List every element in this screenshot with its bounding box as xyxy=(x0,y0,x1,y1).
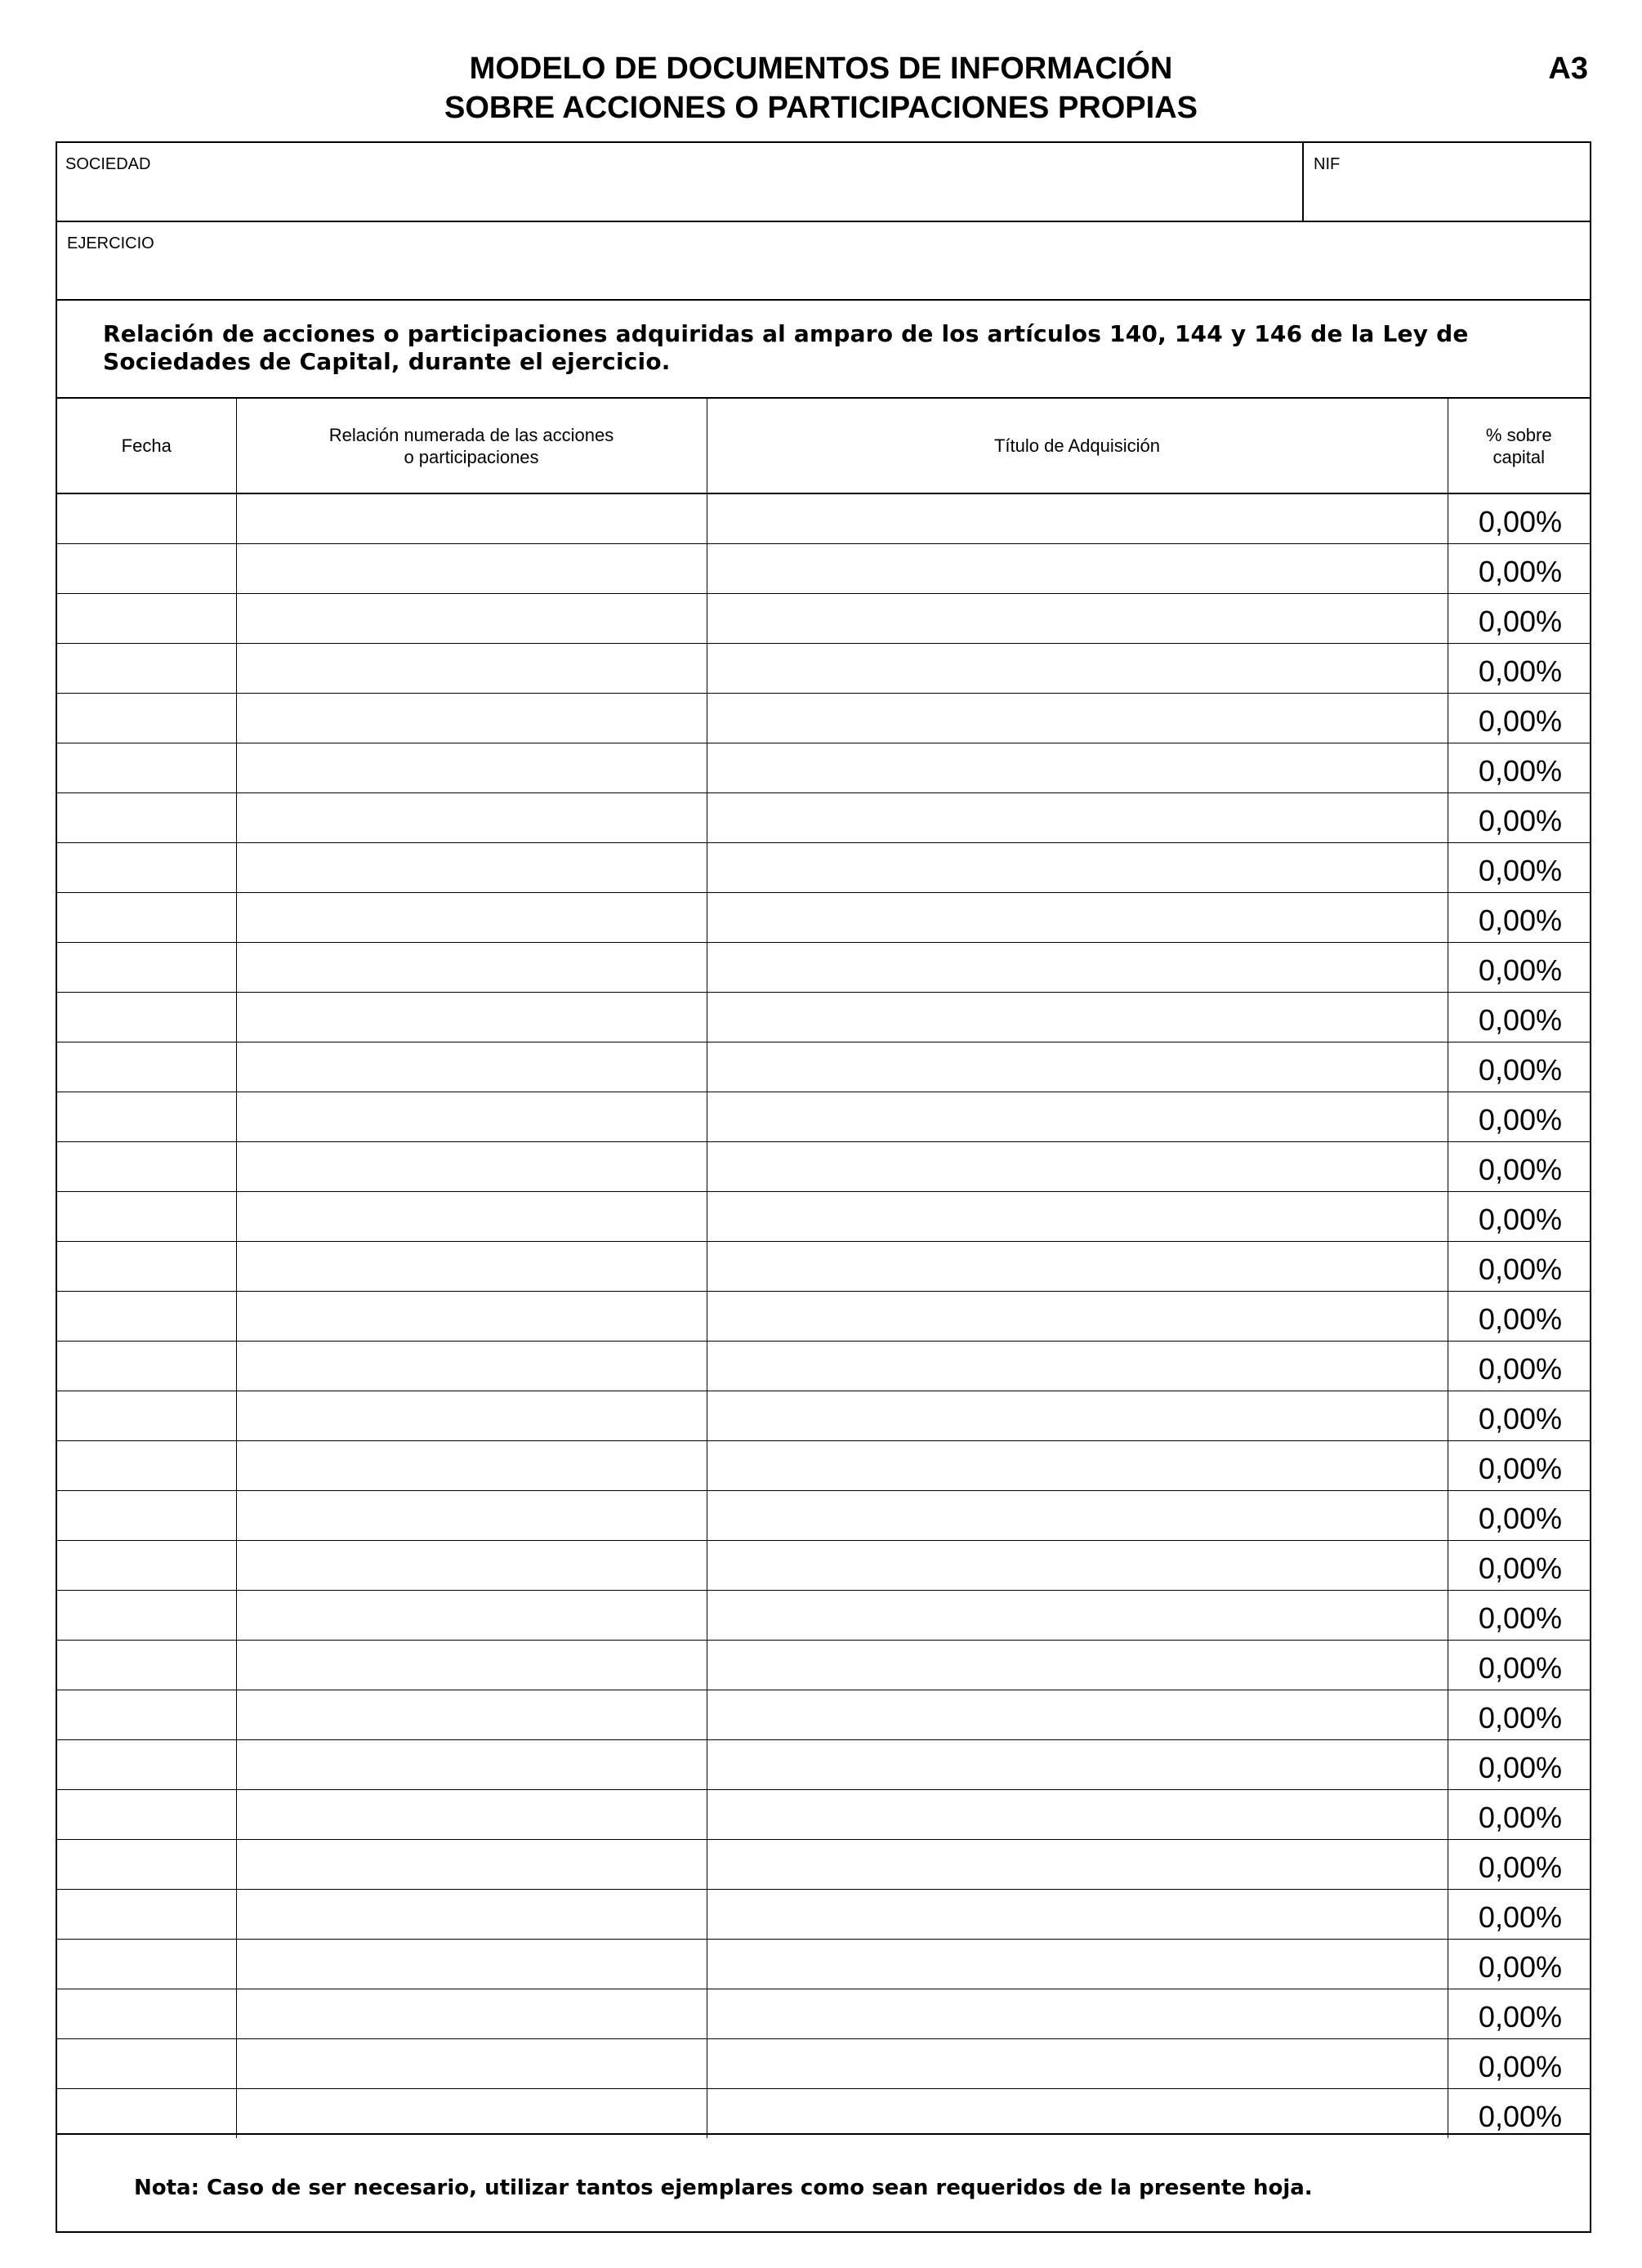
fecha-cell[interactable] xyxy=(57,1640,236,1690)
titulo-cell[interactable] xyxy=(707,643,1448,693)
fecha-cell[interactable] xyxy=(57,1889,236,1939)
table-row xyxy=(57,1291,1590,1341)
table-row xyxy=(57,1939,1590,1989)
porcentaje-cell[interactable]: 0,00% xyxy=(1448,1939,1590,1989)
titulo-cell[interactable] xyxy=(707,1640,1448,1690)
titulo-cell[interactable] xyxy=(707,992,1448,1042)
porcentaje-cell[interactable]: 0,00% xyxy=(1448,1241,1590,1291)
fecha-cell[interactable] xyxy=(57,892,236,942)
ejercicio-field[interactable] xyxy=(57,222,1590,301)
relacion-cell[interactable] xyxy=(236,1989,707,2038)
relacion-cell[interactable] xyxy=(236,892,707,942)
porcentaje-cell[interactable]: 0,00% xyxy=(1448,1341,1590,1391)
relacion-cell[interactable] xyxy=(236,1889,707,1939)
relacion-cell[interactable] xyxy=(236,1590,707,1640)
relacion-cell[interactable] xyxy=(236,1391,707,1440)
porcentaje-cell[interactable]: 0,00% xyxy=(1448,1989,1590,2038)
porcentaje-cell[interactable]: 0,00% xyxy=(1448,493,1590,543)
fecha-cell[interactable] xyxy=(57,1989,236,2038)
fecha-cell[interactable] xyxy=(57,992,236,1042)
relacion-cell[interactable] xyxy=(236,1141,707,1191)
section-heading: Relación de acciones o participaciones adquiridas al amparo de los artículos 140, 144 y 146 de la Ley de Sociedades de Capital, durante el ejercicio. xyxy=(103,320,1469,375)
table-row xyxy=(57,842,1590,892)
table-row xyxy=(57,693,1590,743)
titulo-cell[interactable] xyxy=(707,1092,1448,1141)
table-row xyxy=(57,1739,1590,1789)
fecha-cell[interactable] xyxy=(57,1540,236,1590)
porcentaje-cell[interactable]: 0,00% xyxy=(1448,1391,1590,1440)
fecha-cell[interactable] xyxy=(57,493,236,543)
porcentaje-cell[interactable]: 0,00% xyxy=(1448,2038,1590,2088)
relacion-cell[interactable] xyxy=(236,1092,707,1141)
titulo-cell[interactable] xyxy=(707,1141,1448,1191)
porcentaje-cell[interactable]: 0,00% xyxy=(1448,1440,1590,1490)
sociedad-label: SOCIEDAD xyxy=(65,155,151,173)
relacion-cell[interactable] xyxy=(236,1540,707,1590)
form-code: A3 xyxy=(1548,51,1588,86)
titulo-cell[interactable] xyxy=(707,1889,1448,1939)
titulo-cell[interactable] xyxy=(707,493,1448,543)
sociedad-row xyxy=(57,143,1590,222)
table-row xyxy=(57,1590,1590,1640)
table-row xyxy=(57,1391,1590,1440)
table-row xyxy=(57,1989,1590,2038)
section-heading-row xyxy=(57,301,1590,399)
porcentaje-cell[interactable]: 0,00% xyxy=(1448,1640,1590,1690)
title-line-1: MODELO DE DOCUMENTOS DE INFORMACIÓN xyxy=(469,51,1173,86)
titulo-cell[interactable] xyxy=(707,792,1448,842)
fecha-cell[interactable] xyxy=(57,593,236,643)
porcentaje-cell[interactable]: 0,00% xyxy=(1448,1690,1590,1739)
relacion-cell[interactable] xyxy=(236,792,707,842)
porcentaje-cell[interactable]: 0,00% xyxy=(1448,992,1590,1042)
table-row xyxy=(57,1789,1590,1839)
relacion-cell[interactable] xyxy=(236,2038,707,2088)
porcentaje-cell[interactable]: 0,00% xyxy=(1448,942,1590,992)
ejercicio-label: EJERCICIO xyxy=(67,234,154,252)
relacion-cell[interactable] xyxy=(236,1789,707,1839)
titulo-cell[interactable] xyxy=(707,1191,1448,1241)
titulo-cell[interactable] xyxy=(707,1590,1448,1640)
column-header-titulo: Título de Adquisición xyxy=(707,399,1448,493)
fecha-cell[interactable] xyxy=(57,1141,236,1191)
relacion-cell[interactable] xyxy=(236,1690,707,1739)
table-row xyxy=(57,493,1590,543)
fecha-cell[interactable] xyxy=(57,543,236,593)
titulo-cell[interactable] xyxy=(707,892,1448,942)
porcentaje-cell[interactable]: 0,00% xyxy=(1448,1191,1590,1241)
table-row xyxy=(57,543,1590,593)
titulo-cell[interactable] xyxy=(707,1839,1448,1889)
titulo-cell[interactable] xyxy=(707,1042,1448,1092)
relacion-cell[interactable] xyxy=(236,1490,707,1540)
table-row xyxy=(57,1092,1590,1141)
column-header-relacion xyxy=(236,399,707,493)
titulo-cell[interactable] xyxy=(707,1540,1448,1590)
titulo-cell[interactable] xyxy=(707,2038,1448,2088)
table-row xyxy=(57,1490,1590,1540)
relacion-cell[interactable] xyxy=(236,1291,707,1341)
table-row xyxy=(57,2038,1590,2088)
table-row xyxy=(57,1141,1590,1191)
porcentaje-cell[interactable]: 0,00% xyxy=(1448,643,1590,693)
fecha-cell[interactable] xyxy=(57,1590,236,1640)
relacion-cell[interactable] xyxy=(236,842,707,892)
table-row xyxy=(57,743,1590,792)
porcentaje-cell[interactable]: 0,00% xyxy=(1448,2088,1590,2138)
relacion-cell[interactable] xyxy=(236,1042,707,1092)
acquisitions-table xyxy=(57,399,1590,2138)
fecha-cell[interactable] xyxy=(57,643,236,693)
relacion-cell[interactable] xyxy=(236,2088,707,2138)
fecha-cell[interactable] xyxy=(57,2088,236,2138)
footer-note-row xyxy=(57,2133,1590,2231)
fecha-cell[interactable] xyxy=(57,1739,236,1789)
fecha-cell[interactable] xyxy=(57,1490,236,1540)
table-row xyxy=(57,1241,1590,1291)
relacion-cell[interactable] xyxy=(236,992,707,1042)
porcentaje-cell[interactable]: 0,00% xyxy=(1448,1739,1590,1789)
table-row xyxy=(57,1540,1590,1590)
titulo-cell[interactable] xyxy=(707,693,1448,743)
form-frame xyxy=(56,141,1591,2233)
porcentaje-cell[interactable]: 0,00% xyxy=(1448,1291,1590,1341)
titulo-cell[interactable] xyxy=(707,743,1448,792)
fecha-cell[interactable] xyxy=(57,1839,236,1889)
table-row xyxy=(57,1839,1590,1889)
relacion-cell[interactable] xyxy=(236,1241,707,1291)
fecha-cell[interactable] xyxy=(57,1391,236,1440)
fecha-cell[interactable] xyxy=(57,942,236,992)
titulo-cell[interactable] xyxy=(707,1391,1448,1440)
fecha-cell[interactable] xyxy=(57,1042,236,1092)
title-line-2: SOBRE ACCIONES O PARTICIPACIONES PROPIAS xyxy=(444,91,1198,125)
table-row xyxy=(57,1889,1590,1939)
table-row xyxy=(57,643,1590,693)
table-row xyxy=(57,992,1590,1042)
table-row xyxy=(57,593,1590,643)
column-header-fecha: Fecha xyxy=(57,399,236,493)
porcentaje-cell[interactable]: 0,00% xyxy=(1448,1889,1590,1939)
table-header-row xyxy=(57,399,1590,493)
porcentaje-cell[interactable]: 0,00% xyxy=(1448,543,1590,593)
fecha-cell[interactable] xyxy=(57,1092,236,1141)
fecha-cell[interactable] xyxy=(57,743,236,792)
titulo-cell[interactable] xyxy=(707,1241,1448,1291)
porcentaje-cell[interactable]: 0,00% xyxy=(1448,1540,1590,1590)
porcentaje-cell[interactable]: 0,00% xyxy=(1448,792,1590,842)
relacion-cell[interactable] xyxy=(236,942,707,992)
titulo-cell[interactable] xyxy=(707,1341,1448,1391)
fecha-cell[interactable] xyxy=(57,1291,236,1341)
titulo-cell[interactable] xyxy=(707,942,1448,992)
document-title xyxy=(0,49,1642,127)
fecha-cell[interactable] xyxy=(57,792,236,842)
relacion-cell[interactable] xyxy=(236,1440,707,1490)
relacion-cell[interactable] xyxy=(236,493,707,543)
relacion-cell[interactable] xyxy=(236,693,707,743)
porcentaje-cell[interactable]: 0,00% xyxy=(1448,693,1590,743)
table-body xyxy=(57,493,1590,2138)
nif-label: NIF xyxy=(1314,155,1341,173)
table-row xyxy=(57,1690,1590,1739)
titulo-cell[interactable] xyxy=(707,543,1448,593)
relacion-cell[interactable] xyxy=(236,1939,707,1989)
table-row xyxy=(57,1042,1590,1092)
column-header-porcentaje-text: % sobre capital xyxy=(1485,424,1552,467)
porcentaje-cell[interactable]: 0,00% xyxy=(1448,1490,1590,1540)
fecha-cell[interactable] xyxy=(57,1440,236,1490)
titulo-cell[interactable] xyxy=(707,1739,1448,1789)
relacion-cell[interactable] xyxy=(236,1640,707,1690)
titulo-cell[interactable] xyxy=(707,1690,1448,1739)
relacion-cell[interactable] xyxy=(236,1191,707,1241)
relacion-cell[interactable] xyxy=(236,643,707,693)
fecha-cell[interactable] xyxy=(57,1191,236,1241)
porcentaje-cell[interactable]: 0,00% xyxy=(1448,892,1590,942)
table-row xyxy=(57,942,1590,992)
titulo-cell[interactable] xyxy=(707,1490,1448,1540)
titulo-cell[interactable] xyxy=(707,593,1448,643)
table-row xyxy=(57,1640,1590,1690)
relacion-cell[interactable] xyxy=(236,593,707,643)
porcentaje-cell[interactable]: 0,00% xyxy=(1448,1839,1590,1889)
fecha-cell[interactable] xyxy=(57,1939,236,1989)
table-row xyxy=(57,1191,1590,1241)
porcentaje-cell[interactable]: 0,00% xyxy=(1448,1092,1590,1141)
porcentaje-cell[interactable]: 0,00% xyxy=(1448,593,1590,643)
nif-field[interactable] xyxy=(1302,143,1593,221)
fecha-cell[interactable] xyxy=(57,693,236,743)
relacion-cell[interactable] xyxy=(236,543,707,593)
titulo-cell[interactable] xyxy=(707,1291,1448,1341)
table-row xyxy=(57,1440,1590,1490)
footer-note: Nota: Caso de ser necesario, utilizar tantos ejemplares como sean requeridos de la presente hoja. xyxy=(134,2176,1313,2200)
column-header-relacion-text: Relación numerada de las acciones o participaciones xyxy=(328,424,614,467)
fecha-cell[interactable] xyxy=(57,842,236,892)
fecha-cell[interactable] xyxy=(57,1690,236,1739)
fecha-cell[interactable] xyxy=(57,1241,236,1291)
titulo-cell[interactable] xyxy=(707,2088,1448,2138)
porcentaje-cell[interactable]: 0,00% xyxy=(1448,842,1590,892)
column-header-porcentaje xyxy=(1448,399,1590,493)
porcentaje-cell[interactable]: 0,00% xyxy=(1448,1789,1590,1839)
fecha-cell[interactable] xyxy=(57,1341,236,1391)
fecha-cell[interactable] xyxy=(57,1789,236,1839)
porcentaje-cell[interactable]: 0,00% xyxy=(1448,1590,1590,1640)
table-row xyxy=(57,892,1590,942)
table-row xyxy=(57,2088,1590,2138)
porcentaje-cell[interactable]: 0,00% xyxy=(1448,743,1590,792)
table-row xyxy=(57,1341,1590,1391)
relacion-cell[interactable] xyxy=(236,1341,707,1391)
fecha-cell[interactable] xyxy=(57,2038,236,2088)
table-row xyxy=(57,792,1590,842)
titulo-cell[interactable] xyxy=(707,842,1448,892)
titulo-cell[interactable] xyxy=(707,1440,1448,1490)
relacion-cell[interactable] xyxy=(236,1739,707,1789)
porcentaje-cell[interactable]: 0,00% xyxy=(1448,1042,1590,1092)
titulo-cell[interactable] xyxy=(707,1789,1448,1839)
titulo-cell[interactable] xyxy=(707,1939,1448,1989)
titulo-cell[interactable] xyxy=(707,1989,1448,2038)
relacion-cell[interactable] xyxy=(236,743,707,792)
porcentaje-cell[interactable]: 0,00% xyxy=(1448,1141,1590,1191)
relacion-cell[interactable] xyxy=(236,1839,707,1889)
